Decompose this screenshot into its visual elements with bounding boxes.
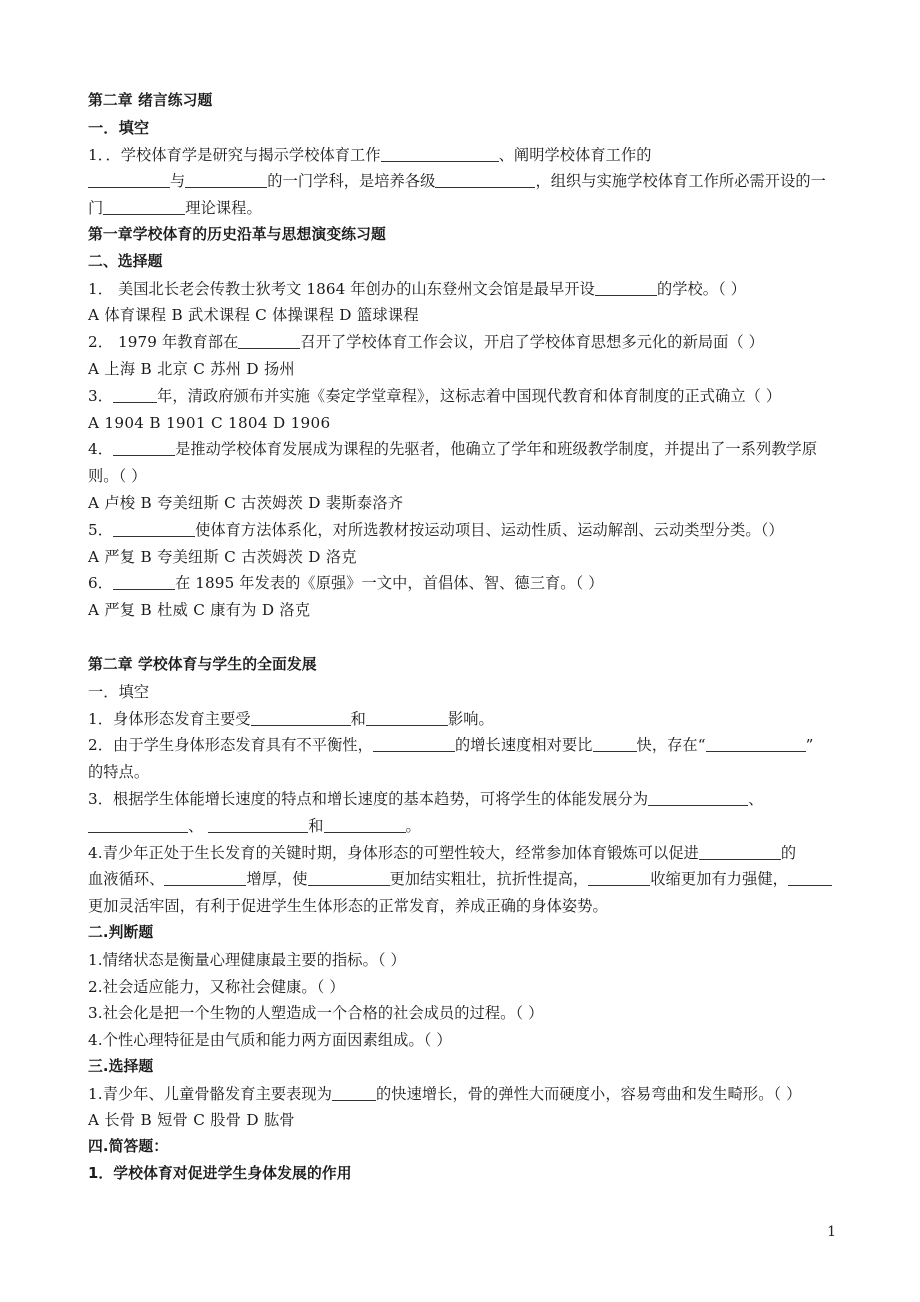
mc-question-1-part-b: 的学校。（ ） <box>656 279 746 298</box>
mc-question-1-options <box>88 302 836 329</box>
mc-question-6-options <box>88 597 836 624</box>
heading-chapter1-history-text: 第一章学校体育的历史沿革与思想演变练习题 <box>88 225 386 243</box>
mc-question-3 <box>88 383 836 410</box>
mc-question-4 <box>88 436 836 463</box>
tf-question-1-text: 1.情绪状态是衡量心理健康最主要的指标。（ ） <box>88 950 406 969</box>
mc-question-5-part-a: 5． <box>88 520 114 539</box>
question-1-part-d: 的一门学科，是培养各级 <box>267 172 436 191</box>
blank-line <box>699 844 781 860</box>
blank-line <box>648 790 748 806</box>
b-question-3-part-b: 、 <box>748 789 764 808</box>
tf-question-3-text: 3.社会化是把一个生物的人塑造成一个合格的社会成员的过程。（ ） <box>88 1004 544 1023</box>
blank-line <box>324 817 406 833</box>
blank-line <box>366 710 448 726</box>
b-question-4-part-d: 增厚，使 <box>246 870 308 889</box>
mc-question-3-part-a: 3． <box>88 386 114 405</box>
heading-chapter2-development <box>88 652 836 679</box>
b-question-1-part-b: 和 <box>350 709 366 728</box>
section-label-multiple-choice-2 <box>88 1054 836 1081</box>
blank-line <box>706 736 806 752</box>
b-question-1-part-a: 1．身体形态发育主要受 <box>88 709 251 728</box>
mc-question-6-options-text: A 严复 B 杜威 C 康有为 D 洛克 <box>88 601 311 620</box>
mc-question-6-part-a: 6． <box>88 574 114 593</box>
question-1-part-c: 与 <box>170 172 186 191</box>
blank-line <box>103 199 185 215</box>
mc-question-6 <box>88 570 836 597</box>
tf-question-2-text: 2.社会适应能力，又称社会健康。（ ） <box>88 977 345 996</box>
mc-question-2-part-a: 2． 1979 年教育部在 <box>88 333 239 352</box>
mc-question-3-options <box>88 410 836 437</box>
section-label-fill-in-blank-1-text: 一．填空 <box>88 118 150 137</box>
section-label-short-answer-text: 四.简答题： <box>88 1138 169 1156</box>
b-question-4-part-e: 更加结实粗壮，抗折性提高， <box>389 870 589 889</box>
tf-question-4 <box>88 1027 836 1054</box>
blank-line <box>113 574 175 590</box>
blank-line <box>788 870 832 886</box>
section-label-multiple-choice-1-text: 二、选择题 <box>88 252 163 270</box>
b-mc-question-1-part-b: 的快速增长，骨的弹性大而硬度小，容易弯曲和发生畸形。（ ） <box>376 1084 802 1103</box>
blank-line <box>238 333 300 349</box>
mc-question-4-part-a: 4． <box>88 440 114 459</box>
b-question-2-continued <box>88 759 836 786</box>
b-question-2-part-c: 快，存在“ <box>636 736 706 755</box>
mc-question-5 <box>88 517 836 544</box>
question-1-part-f: 门 <box>88 199 104 218</box>
blank-line <box>251 710 351 726</box>
b-question-1-part-c: 影响。 <box>447 709 494 728</box>
question-1-end <box>88 195 836 222</box>
document-body <box>88 88 836 1188</box>
mc-question-4-options <box>88 490 836 517</box>
b-question-4-part-a: 4.青少年正处于生长发育的关键时期，身体形态的可塑性较大，经常参加体育锻炼可以促进 <box>88 843 699 862</box>
blank-line <box>593 736 637 752</box>
mc-question-2-part-b: 召开了学校体育工作会议，开启了学校体育思想多元化的新局面（ ） <box>300 333 764 352</box>
blank-line <box>208 817 308 833</box>
blank-line <box>113 521 195 537</box>
b-mc-question-1-options-text: A 长骨 B 短骨 C 股骨 D 肱骨 <box>88 1111 295 1130</box>
question-1-part-b: 、阐明学校体育工作的 <box>498 145 652 164</box>
blank-line <box>435 172 535 188</box>
question-1-intro <box>88 142 836 169</box>
tf-question-1 <box>88 947 836 974</box>
tf-question-2 <box>88 974 836 1001</box>
mc-question-1-part-a: 1． 美国北长老会传教士狄考文 1864 年创办的山东登州文会馆是最早开设 <box>88 279 595 298</box>
section-label-fill-in-blank-1 <box>88 115 836 142</box>
b-mc-question-1-options <box>88 1107 836 1134</box>
blank-line <box>595 280 657 296</box>
b-question-4-part-b: 的 <box>780 843 797 862</box>
blank-line <box>588 870 650 886</box>
blank-line <box>332 1085 376 1101</box>
b-question-3-part-c: 、 <box>188 816 204 835</box>
short-answer-question-1-text: 1．学校体育对促进学生身体发展的作用 <box>88 1165 352 1183</box>
b-question-2-part-d: ” <box>805 736 814 755</box>
b-question-3-part-d: 和 <box>308 816 324 835</box>
tf-question-4-text: 4.个性心理特征是由气质和能力两方面因素组成。（ ） <box>88 1031 452 1050</box>
mc-question-1 <box>88 276 836 303</box>
blank-line <box>113 387 157 403</box>
section-label-true-false <box>88 920 836 947</box>
heading-chapter2-intro-text: 第二章 绪言练习题 <box>88 92 213 109</box>
question-1-part-e: ，组织与实施学校体育工作所必需开设的一 <box>535 172 826 191</box>
b-question-2-part-a: 2．由于学生身体形态发育具有不平衡性， <box>88 736 373 755</box>
mc-question-2-options <box>88 356 836 383</box>
mc-question-4-continued <box>88 463 836 490</box>
blank-line <box>88 172 170 188</box>
section-label-fill-in-blank-2 <box>88 679 836 706</box>
mc-question-2-options-text: A 上海 B 北京 C 苏州 D 扬州 <box>88 359 295 378</box>
section-label-short-answer <box>88 1134 836 1161</box>
tf-question-3 <box>88 1000 836 1027</box>
b-question-2 <box>88 732 836 759</box>
mc-question-1-options-text: A 体育课程 B 武术课程 C 体操课程 D 篮球课程 <box>88 306 419 325</box>
question-1-part-g: 理论课程。 <box>185 199 262 218</box>
question-1-part-a: 1．．学校体育学是研究与揭示学校体育工作 <box>88 145 381 164</box>
b-question-3-part-e: 。 <box>405 816 421 835</box>
mc-question-4-part-b: 是推动学校体育发展成为课程的先驱者，他确立了学年和班级教学制度，并提出了一系列教学原 <box>175 440 818 459</box>
b-question-3-continued <box>88 813 836 840</box>
blank-line <box>185 172 267 188</box>
mc-question-6-part-b: 在 1895 年发表的《原强》一文中，首倡体、智、德三育。（ ） <box>175 574 604 593</box>
question-1-continued <box>88 168 836 195</box>
mc-question-5-options <box>88 544 836 571</box>
section-label-multiple-choice-1 <box>88 249 836 276</box>
blank-line <box>373 736 455 752</box>
b-question-3 <box>88 786 836 813</box>
mc-question-2 <box>88 329 836 356</box>
b-question-4-end <box>88 893 836 920</box>
section-label-fill-in-blank-2-text: 一．填空 <box>88 682 150 701</box>
b-question-1 <box>88 706 836 733</box>
b-mc-question-1-part-a: 1.青少年、儿童骨骼发育主要表现为 <box>88 1084 333 1103</box>
mc-question-5-options-text: A 严复 B 夸美纽斯 C 古茨姆茨 D 洛克 <box>88 547 357 566</box>
blank-line <box>113 440 175 456</box>
b-question-3-part-a: 3．根据学生体能增长速度的特点和增长速度的基本趋势，可将学生的体能发展分为 <box>88 789 649 808</box>
b-question-4-part-g: 更加灵活牢固，有利于促进学生生体形态的正常发育，养成正确的身体姿势。 <box>88 897 608 916</box>
b-question-4-part-c: 血液循环、 <box>88 870 165 889</box>
blank-line <box>381 146 499 162</box>
heading-chapter1-history <box>88 222 836 249</box>
heading-chapter2-intro <box>88 88 836 115</box>
blank-line <box>164 870 246 886</box>
blank-line <box>308 870 390 886</box>
section-spacer <box>88 624 836 652</box>
section-label-multiple-choice-2-text: 三.选择题 <box>88 1057 154 1075</box>
blank-line <box>88 817 188 833</box>
mc-question-3-part-b: 年，清政府颁布并实施《奏定学堂章程》，这标志着中国现代教育和体育制度的正式确立（ ） <box>157 386 782 405</box>
b-question-4-part-f: 收缩更加有力强健， <box>650 870 788 889</box>
short-answer-question-1 <box>88 1161 836 1188</box>
mc-question-4-part-c: 则。（ ） <box>88 467 147 486</box>
b-question-4 <box>88 840 836 867</box>
b-question-2-part-e: 的特点。 <box>88 763 150 782</box>
section-label-true-false-text: 二.判断题 <box>88 923 154 941</box>
b-mc-question-1 <box>88 1081 836 1108</box>
heading-chapter2-development-text: 第二章 学校体育与学生的全面发展 <box>88 655 317 673</box>
mc-question-3-options-text: A 1904 B 1901 C 1804 D 1906 <box>88 413 331 432</box>
mc-question-4-options-text: A 卢梭 B 夸美纽斯 C 古茨姆茨 D 裴斯泰洛齐 <box>88 493 404 512</box>
mc-question-5-part-b: 使体育方法体系化，对所选教材按运动项目、运动性质、运动解剖、云动类型分类。（） <box>195 520 784 539</box>
b-question-2-part-b: 的增长速度相对要比 <box>454 736 593 755</box>
page-number: 1 <box>827 1224 836 1240</box>
b-question-4-continued <box>88 866 836 893</box>
